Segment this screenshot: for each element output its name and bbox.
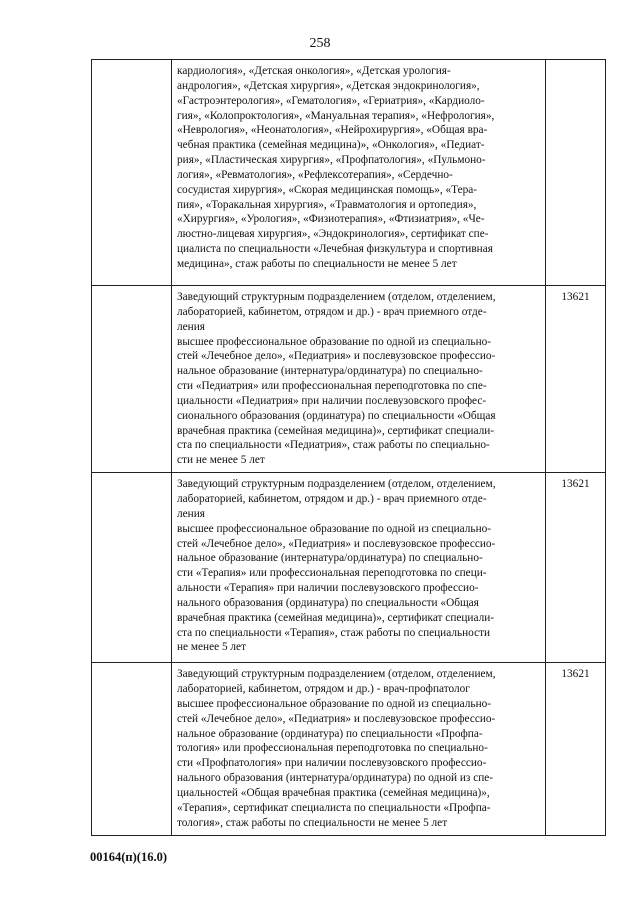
position-code-cell: 13621 [546,286,606,473]
text-line: сти «Педиатрия» или профессиональная переподготовка по спе- [177,380,487,393]
text-line: сосудистая хирургия», «Скорая медицинская помощь», «Тера- [177,183,478,196]
page-number: 258 [309,36,331,51]
text-line: сти «Терапия» или профессиональная переподготовка по специ- [177,567,487,580]
qualification-requirements-cell [172,60,546,286]
text-line: ления [177,507,205,520]
text-line: циальности «Педиатрия» при наличии послевузовского профес- [177,394,487,407]
document-code: 00164(п)(16.0) [90,850,167,864]
text-line: стей «Лечебное дело», «Педиатрия» и послевузовское профессио- [177,350,496,363]
text-line: чебная практика (семейная медицина)», «Онкология», «Педиат- [177,139,485,152]
text-line: высшее профессиональное образование по одной из специально- [177,335,492,348]
text-line: стей «Лечебное дело», «Педиатрия» и послевузовское профессио- [177,712,496,725]
text-line: рия», «Пластическая хирургия», «Профпатология», «Пульмоно- [177,154,486,167]
qualification-table [91,59,606,836]
text-line: лабораторией, кабинетом, отрядом и др.) - врач-профпатолог [177,682,470,695]
text-line: нального образования (ординатура) по специальности «Общая [177,596,479,609]
text-line: циальностей «Общая врачебная практика (семейная медицина)», [177,786,490,799]
text-line: циалиста по специальности «Лечебная физкультура и спортивная [177,243,493,256]
text-line: «Хирургия», «Урология», «Физиотерапия», «Фтизиатрия», «Че- [177,213,485,226]
text-line: сионального образования (ординатура) по специальности «Общая [177,409,496,422]
text-line: тология», стаж работы по специальности не менее 5 лет [177,816,448,829]
text-line: не менее 5 лет [177,641,247,654]
text-line: гия», «Колопроктология», «Мануальная терапия», «Нефрология», [177,109,495,122]
empty-cell [92,286,172,473]
qualification-requirements-cell [172,663,546,836]
table-row [92,663,606,836]
text-line: «Неврология», «Неонатология», «Нейрохирургия», «Общая вра- [177,124,488,137]
text-line: тология» или профессиональная переподготовка по специально- [177,742,488,755]
text-line: андрология», «Детская хирургия», «Детская эндокринология», [177,79,480,92]
table-row [92,286,606,473]
text-line: Заведующий структурным подразделением (отделом, отделением, [177,668,496,681]
text-line: сти «Профпатология» при наличии послевузовского профессио- [177,757,487,770]
text-line: «Терапия», сертификат специалиста по специальности «Профпа- [177,801,491,814]
text-line: ста по специальности «Терапия», стаж работы по специальности [177,626,491,639]
text-line: ста по специальности «Педиатрия», стаж работы по специально- [177,439,490,452]
qualification-requirements-cell [172,286,546,473]
text-line: логия», «Ревматология», «Рефлексотерапия», «Сердечно- [177,168,453,181]
qualification-requirements-cell [172,473,546,663]
table-body [92,60,606,836]
text-line: высшее профессиональное образование по одной из специально- [177,522,492,535]
empty-cell [92,60,172,286]
text-line: лабораторией, кабинетом, отрядом и др.) - врач приемного отде- [177,305,487,318]
table-row [92,473,606,663]
text-line: Заведующий структурным подразделением (отделом, отделением, [177,291,496,303]
text-line: нальное образование (интернатура/ординатура) по специально- [177,365,483,378]
text-line: альности «Терапия» при наличии послевузовского профессио- [177,582,479,595]
text-line: врачебная практика (семейная медицина)», сертификат специали- [177,424,495,437]
table-row [92,60,606,286]
empty-cell [92,473,172,663]
text-line: люстно-лицевая хирургия», «Эндокринология», сертификат спе- [177,228,489,241]
text-line: пия», «Торакальная хирургия», «Травматология и ортопедия», [177,198,477,211]
position-code-cell [546,60,606,286]
position-code-cell: 13621 [546,663,606,836]
text-line: врачебная практика (семейная медицина)», сертификат специали- [177,611,495,624]
empty-cell [92,663,172,836]
text-line: Заведующий структурным подразделением (отделом, отделением, [177,478,496,491]
text-line: нального образования (интернатура/ординатура) по одной из спе- [177,772,494,785]
text-line: высшее профессиональное образование по одной из специально- [177,697,492,710]
text-line: лабораторией, кабинетом, отрядом и др.) - врач приемного отде- [177,492,487,505]
position-code-cell: 13621 [546,473,606,663]
text-line: медицина», стаж работы по специальности не менее 5 лет [177,257,457,270]
text-line: стей «Лечебное дело», «Педиатрия» и послевузовское профессио- [177,537,496,550]
text-line: нальное образование (интернатура/ординатура) по специально- [177,552,483,565]
text-line: ления [177,320,205,333]
text-line: кардиология», «Детская онкология», «Детская урология- [177,65,451,77]
text-line: нальное образование (ординатура) по специальности «Профпа- [177,727,483,740]
text-line: «Гастроэнтерология», «Гематология», «Гериатрия», «Кардиоло- [177,94,485,107]
text-line: сти не менее 5 лет [177,454,265,467]
